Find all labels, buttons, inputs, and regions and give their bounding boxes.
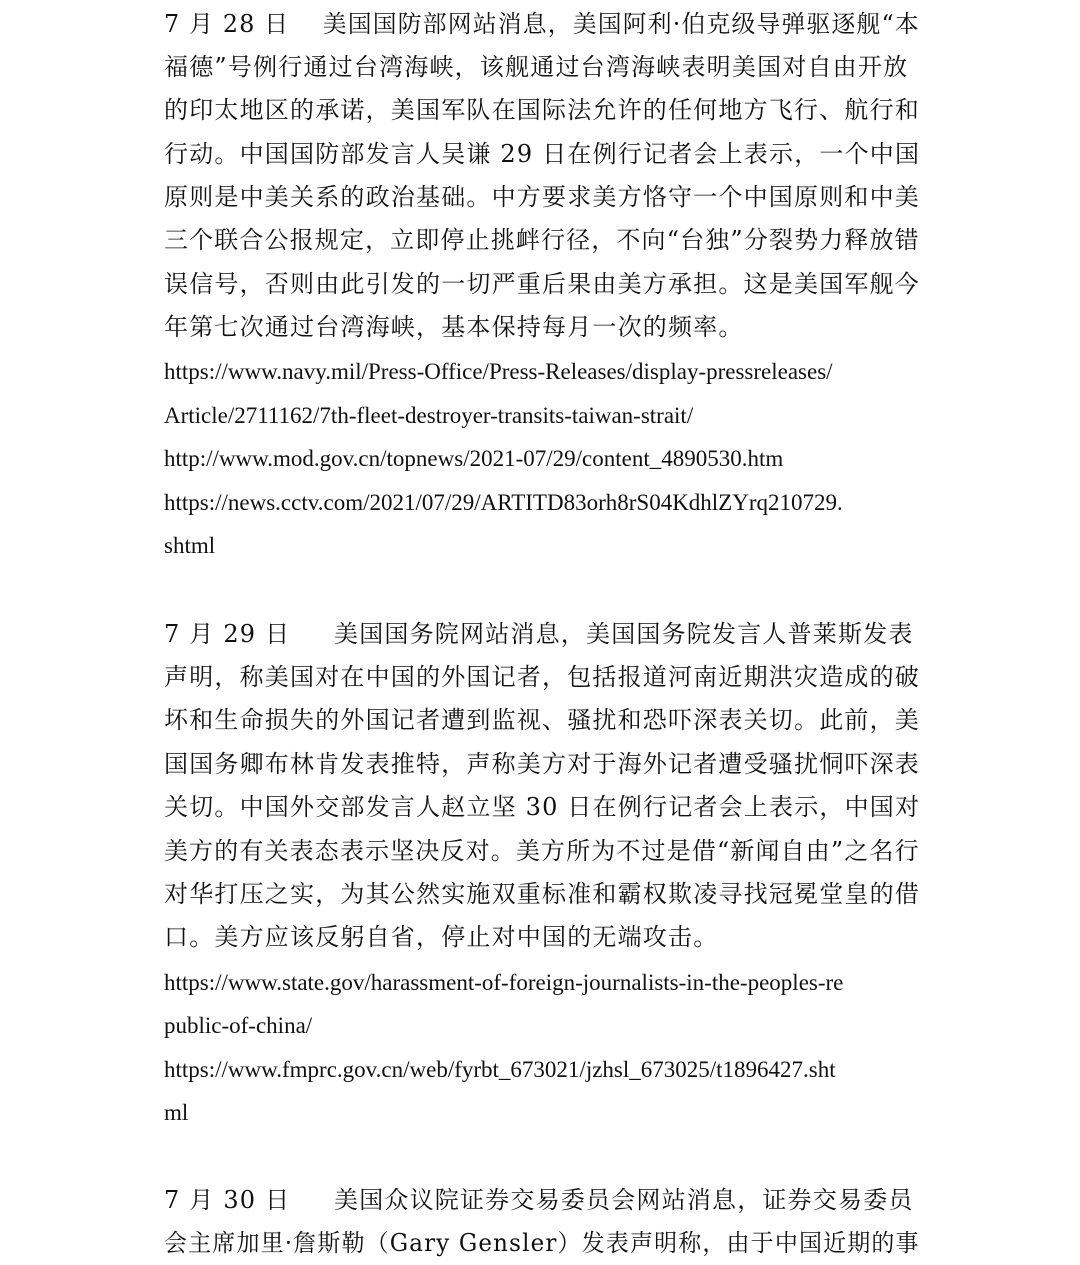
paragraph-line: 福德”号例行通过台湾海峡，该舰通过台湾海峡表明美国对自由开放	[164, 53, 909, 81]
source-url[interactable]: https://news.cctv.com/2021/07/29/ARTITD83orh8rS04KdhlZYrq210729.	[164, 490, 843, 515]
paragraph-line: 原则是中美关系的政治基础。中方要求美方恪守一个中国原则和中美	[164, 183, 920, 211]
source-url[interactable]: Article/2711162/7th-fleet-destroyer-transits-taiwan-strait/	[164, 403, 694, 428]
paragraph-line: 美国众议院证券交易委员会网站消息，证券交易委员	[334, 1186, 914, 1214]
paragraph-line: 三个联合公报规定，立即停止挑衅行径，不向“台独”分裂势力释放错	[164, 226, 920, 254]
paragraph-line: 坏和生命损失的外国记者遭到监视、骚扰和恐吓深表关切。此前，美	[164, 706, 920, 734]
source-url[interactable]: https://www.fmprc.gov.cn/web/fyrbt_673021/jzhsl_673025/t1896427.sht	[164, 1057, 836, 1082]
paragraph-line: 口。美方应该反躬自省，停止对中国的无端攻击。	[164, 923, 719, 951]
paragraph-line: 行动。中国国防部发言人吴谦 29 日在例行记者会上表示，一个中国	[164, 140, 921, 168]
source-url[interactable]: public-of-china/	[164, 1013, 313, 1038]
paragraph-line: 美方的有关表态表示坚决反对。美方所为不过是借“新闻自由”之名行	[164, 837, 920, 865]
paragraph-line: 的印太地区的承诺，美国军队在国际法允许的任何地方飞行、航行和	[164, 96, 920, 124]
paragraph-line: 误信号，否则由此引发的一切严重后果由美方承担。这是美国军舰今	[164, 270, 920, 298]
entry-first-line	[164, 1184, 914, 1216]
paragraph-line: 声明，称美国对在中国的外国记者，包括报道河南近期洪灾造成的破	[164, 663, 920, 691]
source-url[interactable]: https://www.navy.mil/Press-Office/Press-Releases/display-pressreleases/	[164, 359, 833, 384]
source-url[interactable]: ml	[164, 1100, 189, 1125]
paragraph-line: 会主席加里·詹斯勒（Gary Gensler）发表声明称，由于中国近期的事	[164, 1229, 920, 1257]
entry-date: 7 月 28 日	[164, 10, 290, 38]
paragraph-line: 美国国务院网站消息，美国国务院发言人普莱斯发表	[334, 620, 914, 648]
source-url[interactable]: https://www.state.gov/harassment-of-foreign-journalists-in-the-peoples-re	[164, 970, 844, 995]
entry-first-line	[164, 8, 920, 40]
entry-date: 7 月 30 日	[164, 1186, 291, 1214]
entry-first-line	[164, 618, 914, 650]
paragraph-line: 年第七次通过台湾海峡，基本保持每月一次的频率。	[164, 313, 744, 341]
source-url[interactable]: http://www.mod.gov.cn/topnews/2021-07/29/content_4890530.htm	[164, 446, 784, 471]
source-url[interactable]: shtml	[164, 533, 216, 558]
paragraph-line: 对华打压之实，为其公然实施双重标准和霸权欺凌寻找冠冕堂皇的借	[164, 880, 920, 908]
paragraph-line: 国国务卿布林肯发表推特，声称美方对于海外记者遭受骚扰恫吓深表	[164, 750, 920, 778]
paragraph-line: 美国国防部网站消息，美国阿利·伯克级导弹驱逐舰“本	[322, 10, 920, 38]
entry-date: 7 月 29 日	[164, 620, 291, 648]
paragraph-line: 关切。中国外交部发言人赵立坚 30 日在例行记者会上表示，中国对	[164, 793, 921, 821]
